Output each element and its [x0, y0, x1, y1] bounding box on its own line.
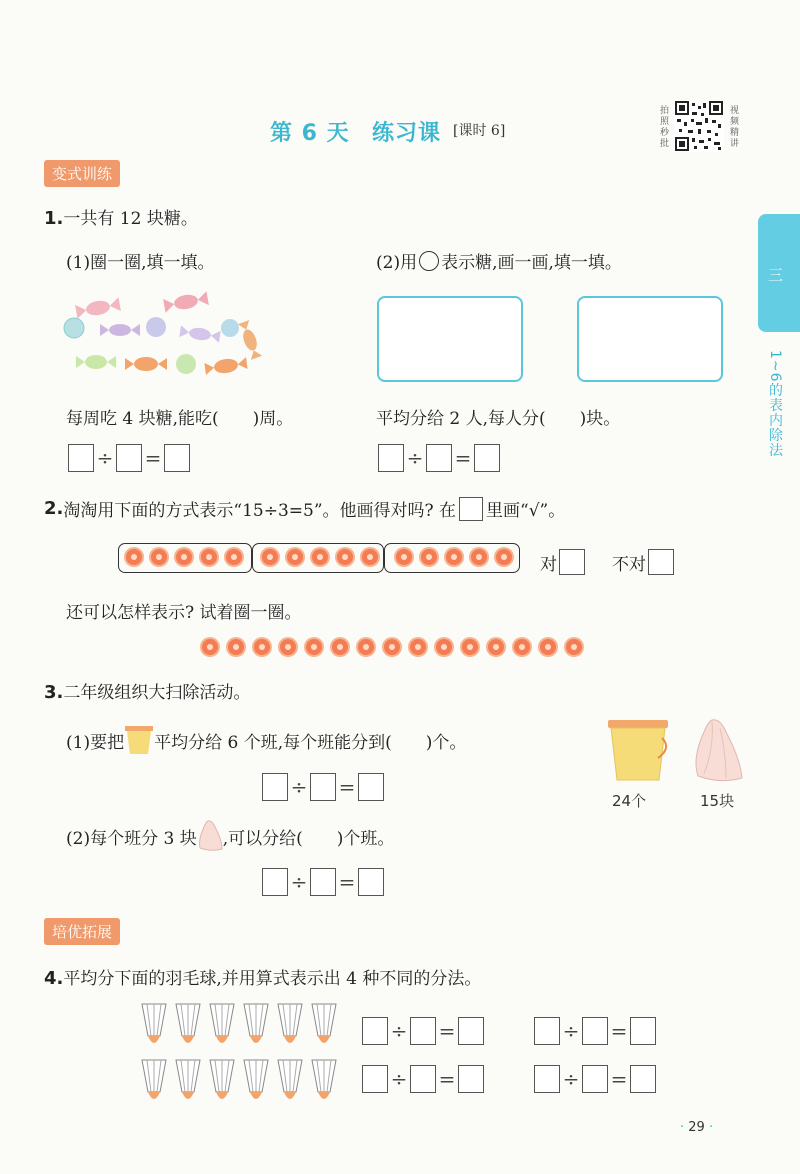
equals-sign: =	[438, 1019, 456, 1043]
q3-part1	[66, 724, 466, 756]
candy-icon	[64, 291, 262, 376]
answer-box[interactable]	[310, 868, 336, 896]
answer-box[interactable]	[582, 1017, 608, 1045]
dot	[496, 549, 512, 565]
q2-followup: 还可以怎样表示? 试着圈一圈。	[66, 603, 302, 623]
dot	[176, 549, 192, 565]
lesson-title: 练习课	[372, 121, 442, 146]
q3-part1-prefix: (1)要把	[66, 732, 125, 753]
question-text: 二年级组织大扫除活动。	[63, 683, 251, 703]
dot	[384, 639, 400, 655]
equation-q1-1	[68, 444, 190, 472]
page-title: 第 6 天	[270, 121, 350, 146]
question-text: 淘淘用下面的方式表示“15÷3=5”。他画得对吗? 在	[63, 501, 457, 521]
answer-box[interactable]	[458, 1065, 484, 1093]
q1-part2-prefix: (2)用	[376, 253, 418, 273]
qr-code-icon[interactable]	[674, 100, 724, 152]
divide-sign: ÷	[390, 1067, 408, 1091]
divide-sign: ÷	[390, 1019, 408, 1043]
candies-illustration	[60, 290, 270, 382]
answer-box[interactable]	[116, 444, 142, 472]
correct-label: 对	[540, 554, 557, 575]
wrong-label: 不对	[612, 554, 646, 575]
answer-box[interactable]	[262, 773, 288, 801]
chapter-tab[interactable]	[758, 214, 800, 332]
answer-box[interactable]	[426, 444, 452, 472]
answer-box[interactable]	[410, 1065, 436, 1093]
dot	[228, 639, 244, 655]
equation-q1-2	[378, 444, 500, 472]
dot	[362, 549, 378, 565]
equals-sign: =	[438, 1067, 456, 1091]
cloth-icon	[197, 820, 223, 852]
answer-box[interactable]	[164, 444, 190, 472]
shuttlecocks-illustration	[138, 1000, 346, 1110]
dot	[254, 639, 270, 655]
dot-row-ungrouped	[200, 636, 600, 660]
dot	[262, 549, 278, 565]
wrong-option	[612, 549, 674, 575]
question-4	[44, 964, 481, 989]
bucket-illustration	[606, 718, 670, 784]
equals-sign: =	[610, 1019, 628, 1043]
chapter-tab-label: 三	[768, 266, 784, 284]
answer-box[interactable]	[474, 444, 500, 472]
divide-sign: ÷	[562, 1019, 580, 1043]
dot	[337, 549, 353, 565]
equation-q4-2	[534, 1017, 656, 1045]
wrong-check-box[interactable]	[648, 549, 674, 575]
drawing-box-2[interactable]	[577, 296, 723, 382]
answer-box[interactable]	[358, 773, 384, 801]
question-number: 2.	[44, 498, 64, 519]
q3-part2	[66, 820, 394, 852]
page-number: · 29 ·	[680, 1120, 714, 1135]
dot	[396, 549, 412, 565]
question-2	[44, 496, 565, 521]
section-tag-advanced: 培优拓展	[44, 918, 120, 945]
answer-box[interactable]	[68, 444, 94, 472]
q1-part2-text	[376, 248, 622, 273]
answer-box[interactable]	[534, 1065, 560, 1093]
qr-right-label: 视频精讲	[730, 106, 740, 149]
dot	[488, 639, 504, 655]
answer-box[interactable]	[358, 868, 384, 896]
dot	[202, 639, 218, 655]
equation-q4-3	[362, 1065, 484, 1093]
dot	[471, 549, 487, 565]
answer-box[interactable]	[410, 1017, 436, 1045]
equals-sign: =	[338, 870, 356, 894]
equals-sign: =	[610, 1067, 628, 1091]
dot	[287, 549, 303, 565]
dot	[540, 639, 556, 655]
q1-part1-text: (1)圈一圈,填一填。	[66, 253, 215, 273]
qr-block[interactable]	[660, 100, 740, 156]
drawing-box-1[interactable]	[377, 296, 523, 382]
bucket-icon	[124, 724, 154, 756]
equation-q4-4	[534, 1065, 656, 1093]
equals-sign: =	[454, 446, 472, 470]
dot	[446, 549, 462, 565]
question-number: 1.	[44, 208, 64, 229]
divide-sign: ÷	[290, 775, 308, 799]
dot	[514, 639, 530, 655]
dot	[151, 549, 167, 565]
answer-box[interactable]	[310, 773, 336, 801]
bucket-count: 24个	[612, 792, 647, 810]
dot	[201, 549, 217, 565]
question-text: 一共有 12 块糖。	[63, 209, 198, 229]
dot	[226, 549, 242, 565]
question-text: 平均分下面的羽毛球,并用算式表示出 4 种不同的分法。	[63, 969, 482, 989]
equals-sign: =	[144, 446, 162, 470]
q3-part1-suffix: 平均分给 6 个班,每个班能分到( )个。	[154, 732, 467, 753]
dot-groups	[118, 540, 522, 574]
answer-box[interactable]	[378, 444, 404, 472]
equals-sign: =	[338, 775, 356, 799]
divide-sign: ÷	[562, 1067, 580, 1091]
section-tag-practice: 变式训练	[44, 160, 120, 187]
circle-icon	[419, 251, 439, 271]
divide-sign: ÷	[96, 446, 114, 470]
q3-part2-suffix: ,可以分给( )个班。	[222, 828, 395, 849]
dot	[421, 549, 437, 565]
dot	[332, 639, 348, 655]
page-number-value: 29	[688, 1120, 705, 1135]
equation-q4-1	[362, 1017, 484, 1045]
answer-box[interactable]	[534, 1017, 560, 1045]
answer-box[interactable]	[459, 497, 483, 521]
question-3	[44, 678, 250, 703]
answer-box[interactable]	[582, 1065, 608, 1093]
cloth-count: 15块	[700, 792, 735, 810]
dot	[306, 639, 322, 655]
q1-part2-suffix: 表示糖,画一画,填一填。	[441, 253, 622, 273]
divide-sign: ÷	[406, 446, 424, 470]
answer-box[interactable]	[362, 1065, 388, 1093]
answer-box[interactable]	[262, 868, 288, 896]
q3-part2-prefix: (2)每个班分 3 块	[66, 828, 197, 849]
dot	[358, 639, 374, 655]
cloth-illustration	[690, 718, 744, 784]
dot	[436, 639, 452, 655]
answer-box[interactable]	[362, 1017, 388, 1045]
answer-box[interactable]	[458, 1017, 484, 1045]
lesson-subtitle: [课时 6]	[453, 123, 506, 139]
dot	[566, 639, 582, 655]
answer-box[interactable]	[630, 1065, 656, 1093]
question-number: 3.	[44, 682, 64, 703]
dot	[462, 639, 478, 655]
question-number: 4.	[44, 968, 64, 989]
q1-fill2: 平均分给 2 人,每人分( )块。	[376, 409, 621, 429]
dot	[410, 639, 426, 655]
equation-q3-2	[262, 868, 384, 896]
answer-box[interactable]	[630, 1017, 656, 1045]
divide-sign: ÷	[290, 870, 308, 894]
dot	[126, 549, 142, 565]
dot	[280, 639, 296, 655]
correct-option	[540, 549, 585, 575]
equation-q3-1	[262, 773, 384, 801]
correct-check-box[interactable]	[559, 549, 585, 575]
dot	[312, 549, 328, 565]
question-text-end: 里画“√”。	[486, 501, 566, 521]
chapter-name: 1~6的表内除法	[767, 350, 783, 458]
question-1	[44, 204, 198, 229]
q1-fill1: 每周吃 4 块糖,能吃( )周。	[66, 409, 294, 429]
qr-left-label: 拍照秒批	[660, 106, 670, 149]
